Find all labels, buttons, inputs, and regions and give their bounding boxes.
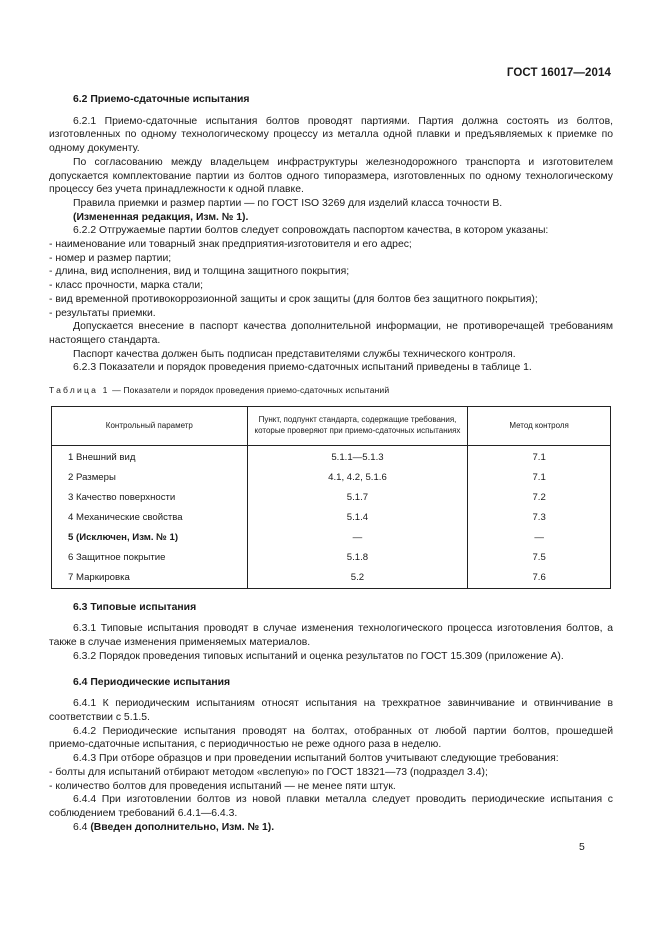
table-row [52,508,611,528]
column-header-method: Метод контроля [468,406,611,445]
table-caption [49,384,613,398]
cell-parameter: 2 Размеры [52,468,248,488]
paragraph-6-4-3: 6.4.3 При отборе образцов и при проведении испытаний болтов учитывают следующие требования: [73,753,559,765]
paragraph-6-4-1: 6.4.1 К периодическим испытаниям относят испытания на трехкратное завинчивание и отвинчивание в соответствии с 5.1.5. [49,698,613,723]
cell-method: 7.2 [468,488,611,508]
cell-clause: 5.1.8 [247,548,468,568]
paragraph-additional-info: Допускается внесение в паспорт качества дополнительной информации, не противоречащей требованиям настоящего стандарта. [49,321,613,346]
cell-clause: 5.2 [247,568,468,589]
table-row [52,568,611,589]
table-row [52,488,611,508]
paragraph-6-4-amendment [49,821,613,835]
paragraph-6-2-2: 6.2.2 Отгружаемые партии болтов следует сопровождать паспортом качества, в котором указаны: [73,225,549,237]
table-header-row [52,406,611,445]
paragraph-6-2-1-agreement: По согласованию между владельцем инфраструктуры железнодорожного транспорта и изготовителем допускается комплектование партии из болтов одного типоразмера, изготовленных по одному технологическому процессу без учета принадлежности к одной плавке. [49,156,613,196]
cell-parameter: 3 Качество поверхности [52,488,248,508]
list-item: - класс прочности, марка стали; [49,280,204,292]
cell-clause: 5.1.7 [247,488,468,508]
list-item: - длина, вид исполнения, вид и толщина защитного покрытия; [49,266,350,278]
list-item: - наименование или товарный знак предприятия-изготовителя и его адрес; [49,239,412,251]
paragraph-6-2-3: 6.2.3 Показатели и порядок проведения приемо-сдаточных испытаний приведены в таблице 1. [73,362,532,374]
section-6-3-title: 6.3 Типовые испытания [73,601,197,613]
column-header-clause: Пункт, подпункт стандарта, содержащие требования, которые проверяют при приемо-сдаточных испытаниях [247,406,468,445]
table-row [52,445,611,468]
amendment-note: (Введен дополнительно, Изм. № 1). [90,821,275,833]
cell-method: 7.1 [468,445,611,468]
cell-clause: 4.1, 4.2, 5.1.6 [247,468,468,488]
paragraph-signature: Паспорт качества должен быть подписан представителями службы технического контроля. [73,348,516,360]
table-row [52,548,611,568]
paragraph-6-3-2: 6.3.2 Порядок проведения типовых испытаний и оценка результатов по ГОСТ 15.309 (приложение А). [73,650,564,662]
list-item: - болты для испытаний отбирают методом «вслепую» по ГОСТ 18321—73 (подраздел 3.4); [49,766,488,778]
cell-method: 7.3 [468,508,611,528]
cell-method: 7.6 [468,568,611,589]
section-6-2-title: 6.2 Приемо-сдаточные испытания [73,94,250,105]
column-header-parameter: Контрольный параметр [52,406,248,445]
cell-clause: 5.1.4 [247,508,468,528]
table-row [52,468,611,488]
cell-parameter: 1 Внешний вид [52,445,248,468]
page-number: 5 [579,842,585,853]
list-item: - результаты приемки. [49,307,156,319]
paragraph-6-2-1-rules: Правила приемки и размер партии — по ГОСТ ISO 3269 для изделий класса точности B. [73,197,503,209]
list-item: - количество болтов для проведения испытаний — не менее пяти штук. [49,780,396,792]
table-row [52,528,611,548]
cell-parameter: 6 Защитное покрытие [52,548,248,568]
table-caption-label: Таблица 1 [49,385,110,396]
paragraph-6-4-4: 6.4.4 При изготовлении болтов из новой плавки металла следует проводить периодические испытания с соблюдением требований 6.4.1—6.4.3. [49,794,613,819]
amendment-note: (Измененная редакция, Изм. № 1). [73,211,249,223]
list-item: - вид временной противокоррозионной защиты и срок защиты (для болтов без защитного покрытия); [49,293,538,305]
cell-clause: — [247,528,468,548]
table-caption-text: — Показатели и порядок проведения приемо-сдаточных испытаний [109,385,390,396]
page-content [49,93,613,834]
cell-method: 7.1 [468,468,611,488]
cell-method: 7.5 [468,548,611,568]
document-code: ГОСТ 16017—2014 [506,67,611,79]
clause-number: 6.4 [73,821,88,833]
paragraph-6-4-2: 6.4.2 Периодические испытания проводят на болтах, отобранных от любой партии болтов, прошедшей приемо-сдаточные испытания, с периодичностью не реже одного раза в неделю. [49,725,613,751]
cell-parameter: 7 Маркировка [52,568,248,589]
cell-method: — [468,528,611,548]
section-6-4-title: 6.4 Периодические испытания [73,676,231,688]
cell-parameter: 4 Механические свойства [52,508,248,528]
table-acceptance-tests [51,406,611,589]
paragraph-6-2-1: 6.2.1 Приемо-сдаточные испытания болтов проводят партиями. Партия должна состоять из болтов, изготовленных по одному технологическому процессу из металла одной плавки и предъявляемых к приемке по одному документу. [49,115,613,155]
paragraph-6-3-1: 6.3.1 Типовые испытания проводят в случае изменения технологического процесса изготовления болтов, а также в случае изменения применяемых материалов. [49,623,613,649]
cell-clause: 5.1.1—5.1.3 [247,445,468,468]
list-item: - номер и размер партии; [49,252,172,264]
cell-parameter: 5 (Исключен, Изм. № 1) [52,528,248,548]
